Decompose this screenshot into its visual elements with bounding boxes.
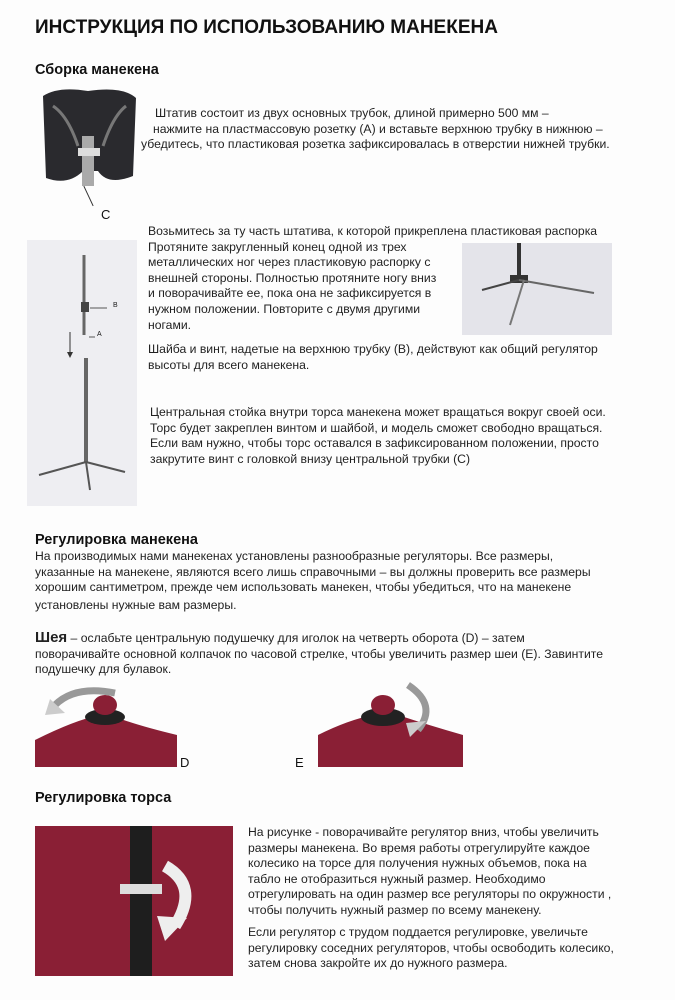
text-line: внешней стороны. Полностью протяните ногу вниз <box>148 270 437 285</box>
text-line: отрегулировать на один размер все регуляторы по окружности , <box>248 887 612 902</box>
label-a: A <box>97 331 102 338</box>
neck-paragraph <box>35 630 603 678</box>
text-line: На производимых нами манекенах установлены разнообразные регуляторы. Все размеры, <box>35 549 554 563</box>
text-line: закрутите винт с головкой внизу центральной трубки (С) <box>150 451 470 466</box>
text-line: Протяните закругленный конец одной из трех <box>148 239 407 254</box>
torso-regulator-photo <box>35 826 233 976</box>
text-line: чтобы получить нужный размер по всему манекену. <box>248 902 542 917</box>
tripod-photo <box>462 243 612 335</box>
text-line: Центральная стойка внутри торса манекена может вращаться вокруг своей оси. <box>150 405 606 419</box>
text-line: колесико на торсе для получения нужных объемов, пока на <box>248 856 587 871</box>
page-title: ИНСТРУКЦИЯ ПО ИСПОЛЬЗОВАНИЮ МАНЕКЕНА <box>35 17 498 38</box>
section-heading-torso: Регулировка торса <box>35 790 172 806</box>
text-line: поворачивайте основной колпачок по часовой стрелке, чтобы увеличить размер шеи (E). Завинтите <box>35 646 604 661</box>
text-line: металлических ног через пластиковую распорку с <box>148 255 431 270</box>
text-line: На рисунке - поворачивайте регулятор вниз, чтобы увеличить <box>248 825 599 839</box>
neck-photo-d <box>35 685 177 767</box>
text-line: табло не отобразиться нужный размер. Необходимо <box>248 871 546 886</box>
text-line: Если регулятор с трудом поддается регулировке, увеличьте <box>248 925 588 939</box>
dash: – <box>67 631 81 645</box>
section-heading-adjust: Регулировка манекена <box>35 532 198 548</box>
stand-photo <box>27 240 137 506</box>
label-d: D <box>180 755 190 770</box>
assembly-paragraph-1 <box>141 106 610 153</box>
text-line: убедитесь, что пластиковая розетка зафиксировалась в отверстии нижней трубки. <box>141 137 610 152</box>
text-line: Если вам нужно, чтобы торс оставался в зафиксированном положении, просто <box>150 436 599 451</box>
text-line: размеры манекена. Во время работы отрегулируйте каждое <box>248 840 590 855</box>
text-line: нужном положении. Повторите с двумя другими <box>148 301 421 316</box>
text-line: подушечку для булавок. <box>35 662 172 677</box>
text-line: высоты для всего манекена. <box>148 357 310 372</box>
text-line: Торс будет закреплен винтом и шайбой, и модель сможет свободно вращаться. <box>150 420 603 435</box>
section-heading-assembly: Сборка манекена <box>35 62 159 78</box>
text-line: хорошим сантиметром, прежде чем использовать манекен, чтобы убедиться, что на манекене <box>35 580 572 595</box>
text-line: указанные на манекене, являются всего лишь справочными – вы должны проверить все размеры <box>35 564 591 579</box>
torso-paragraph-2 <box>248 925 614 972</box>
label-c: C <box>101 207 111 222</box>
assembly-paragraph-4 <box>150 405 606 467</box>
text-line: установлены нужные вам размеры. <box>35 597 237 612</box>
text-line: и поворачивайте ее, пока она не зафиксируется в <box>148 286 432 301</box>
text-line: ослабьте центральную подушечку для иголок на четверть оборота (D) – затем <box>80 631 525 645</box>
label-b: B <box>113 302 118 309</box>
neck-photo-e <box>318 675 463 767</box>
text-line: ногами. <box>148 317 192 332</box>
assembly-paragraph-3 <box>148 342 598 373</box>
label-e: E <box>295 755 304 770</box>
text-line: нажмите на пластмассовую розетку (А) и вставьте верхнюю трубку в нижнюю – <box>153 121 603 136</box>
text-line: затем снова закройте их до нужного размера. <box>248 956 508 971</box>
text-line: регулировку соседних регуляторов, чтобы освободить колесико, <box>248 940 614 955</box>
adjust-paragraph <box>35 549 591 613</box>
text-line: Возьмитесь за ту часть штатива, к которой прикреплена пластиковая распорка <box>148 224 598 238</box>
torso-paragraph-1 <box>248 825 611 919</box>
neck-heading: Шея <box>35 629 68 646</box>
text-line: Штатив состоит из двух основных трубок, длиной примерно 500 мм – <box>155 106 549 120</box>
mannequin-base-photo <box>38 86 140 190</box>
text-line: Шайба и винт, надетые на верхнюю трубку (В), действуют как общий регулятор <box>148 342 598 356</box>
